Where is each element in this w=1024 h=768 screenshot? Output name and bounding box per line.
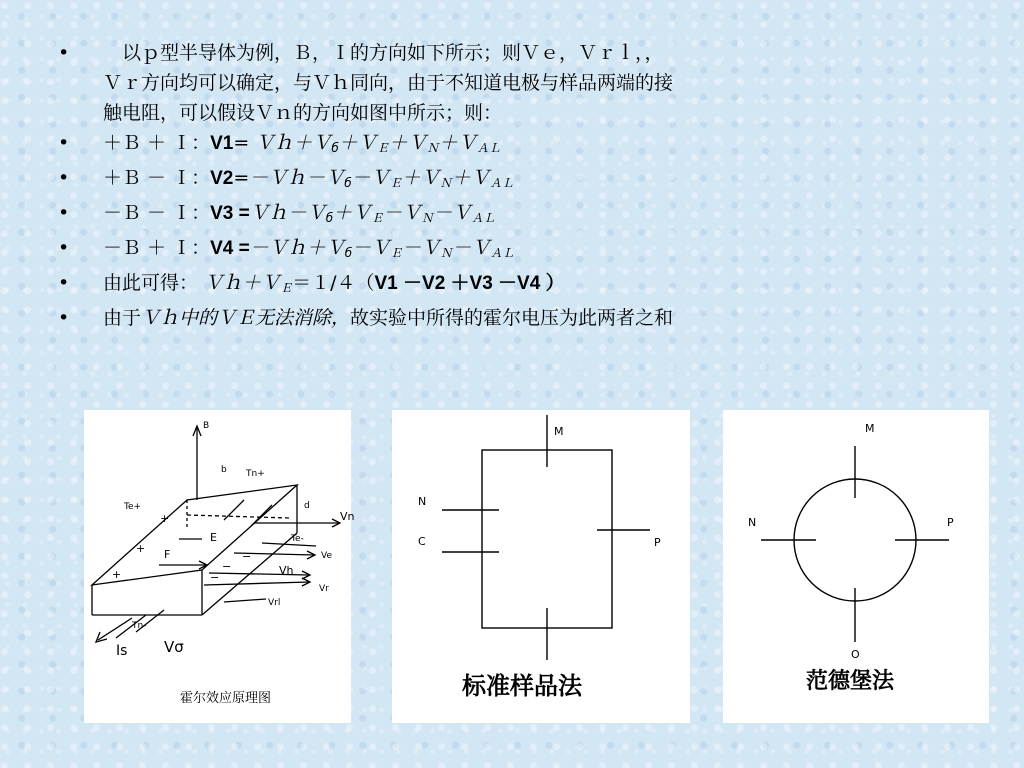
v2-condition: ＋Ｂ － Ｉ： xyxy=(103,167,211,189)
v2-expr: =－Ｖｈ－Ｖ xyxy=(233,167,345,189)
sub: Ｎ xyxy=(439,176,452,190)
sample-rectangle xyxy=(482,450,612,628)
label-te-plus: Te+ xyxy=(124,502,142,512)
plus-sign: + xyxy=(112,568,122,581)
sub: Ｎ xyxy=(440,246,453,260)
intro-line-3: 触电阻，可以假设Ｖｎ的方向如图中所示；则： xyxy=(103,102,503,124)
sub: ＡＬ xyxy=(476,141,501,155)
te-arrow xyxy=(262,543,316,546)
caption-van-der-pauw: 范德堡法 xyxy=(806,669,895,694)
v4-expr: －Ｖｈ＋Ｖ xyxy=(249,237,345,259)
sub: ＡＬ xyxy=(490,246,515,260)
v1-label: V1 xyxy=(210,133,234,154)
vr-arrow xyxy=(204,582,309,585)
vh-arrow xyxy=(209,573,309,575)
field-line xyxy=(252,505,272,525)
label-vn: Vn xyxy=(340,510,355,523)
label-vsigma: Vσ xyxy=(164,638,184,656)
label-vr: Vr xyxy=(319,584,329,594)
label-p: P xyxy=(947,516,954,529)
label-f: F xyxy=(164,548,171,561)
conclusion-rest: 故实验中所得的霍尔电压为此两者之和 xyxy=(350,307,674,329)
expr: －Ｖ xyxy=(352,237,391,259)
label-tn-plus: Tn+ xyxy=(246,469,265,479)
conclusion-prefix: 由于 xyxy=(103,307,142,329)
expr: ＋Ｖ xyxy=(401,167,440,189)
bullet-intro xyxy=(58,38,978,128)
v1-condition: ＋Ｂ ＋ Ｉ： xyxy=(103,132,211,154)
label-m: M xyxy=(554,425,564,438)
sub: б xyxy=(331,141,339,155)
mid-dashed-line xyxy=(187,515,289,518)
expr: ＋Ｖ xyxy=(338,132,377,154)
sub: Ｅ xyxy=(371,211,384,225)
expr: ＋Ｖ xyxy=(451,167,490,189)
label-ve: Ve xyxy=(321,551,332,561)
label-p: P xyxy=(654,536,661,549)
expr: －Ｖ xyxy=(351,167,390,189)
label-d: d xyxy=(304,501,310,511)
sub: ＡＬ xyxy=(471,211,496,225)
sub: Ｎ xyxy=(421,211,434,225)
bullet-v1 xyxy=(58,128,978,163)
expr: ＋Ｖ xyxy=(438,132,477,154)
minus-sign: − xyxy=(242,550,252,563)
caption-standard-sample: 标准样品法 xyxy=(462,672,582,700)
box-top-face xyxy=(92,485,297,585)
bullet-result xyxy=(58,268,978,303)
result-prefix: 由此可得： xyxy=(103,272,199,294)
bullet-v2 xyxy=(58,163,978,198)
label-b-field: B xyxy=(203,421,210,431)
bullet-v3 xyxy=(58,198,978,233)
field-line xyxy=(224,500,244,520)
conclusion-italic: Ｖｈ中的ＶＥ无法消除， xyxy=(141,307,351,329)
expr: －Ｖ xyxy=(383,202,422,224)
minus-sign: − xyxy=(222,560,232,573)
result-expr: Ｖｈ＋Ｖ xyxy=(204,272,281,294)
bullet-conclusion xyxy=(58,303,978,333)
label-te-minus: Te- xyxy=(291,534,304,544)
sub: Ｅ xyxy=(280,281,293,295)
v4-label: V4 = xyxy=(210,238,250,259)
van-der-pauw-diagram xyxy=(723,410,989,723)
v3-expr: Ｖｈ－Ｖ xyxy=(249,202,326,224)
plus-sign: + xyxy=(136,542,146,555)
hall-effect-diagram xyxy=(84,410,355,723)
label-tn-minus: Tn- xyxy=(132,621,147,631)
intro-line-2: Ｖｒ方向均可以确定，与Ｖｈ同向，由于不知道电极与样品两端的接 xyxy=(103,72,674,94)
v3-label: V3 = xyxy=(210,203,250,224)
label-e: E xyxy=(210,531,217,544)
sub: б xyxy=(325,211,334,225)
minus-sign: − xyxy=(210,571,220,584)
label-is: Is xyxy=(116,643,128,659)
standard-sample-diagram xyxy=(392,410,690,723)
sub: Ｅ xyxy=(376,141,389,155)
label-vh: Vh xyxy=(279,564,294,577)
sub: Ｅ xyxy=(390,246,403,260)
vrl-arrow xyxy=(224,599,266,602)
expr: ＋Ｖ xyxy=(388,132,427,154)
label-o: O xyxy=(851,648,860,661)
sub: Ｅ xyxy=(389,176,402,190)
sub: б xyxy=(344,246,353,260)
label-n: N xyxy=(418,495,427,508)
result-ratio: ＝１/４（ xyxy=(292,272,375,294)
v2-label: V2 xyxy=(210,168,234,189)
expr: －Ｖ xyxy=(402,237,441,259)
expr: ＋Ｖ xyxy=(333,202,372,224)
v4-condition: －Ｂ ＋ Ｉ： xyxy=(103,237,211,259)
label-m: M xyxy=(865,422,875,435)
v3-condition: －Ｂ － Ｉ： xyxy=(103,202,211,224)
sub: Ｎ xyxy=(426,141,439,155)
result-formula: V1 －V2 ＋V3 －V4 ） xyxy=(374,273,565,294)
intro-line-1: 以ｐ型半导体为例，Ｂ，Ｉ的方向如下所示；则Ｖｅ，Ｖｒｌ，， xyxy=(103,42,664,64)
expr: －Ｖ xyxy=(452,237,491,259)
label-b-width: b xyxy=(221,465,227,475)
bullet-list xyxy=(58,38,978,333)
label-c: C xyxy=(418,535,426,548)
bullet-v4 xyxy=(58,233,978,268)
label-vrl: Vrl xyxy=(268,598,281,608)
caption-hall-effect: 霍尔效应原理图 xyxy=(180,691,272,706)
label-n: N xyxy=(748,516,757,529)
sub: ＡＬ xyxy=(489,176,514,190)
sub: б xyxy=(344,176,352,190)
plus-sign: + xyxy=(160,512,170,525)
expr: －Ｖ xyxy=(433,202,472,224)
v1-expr: = Ｖｈ＋Ｖ xyxy=(233,132,332,154)
